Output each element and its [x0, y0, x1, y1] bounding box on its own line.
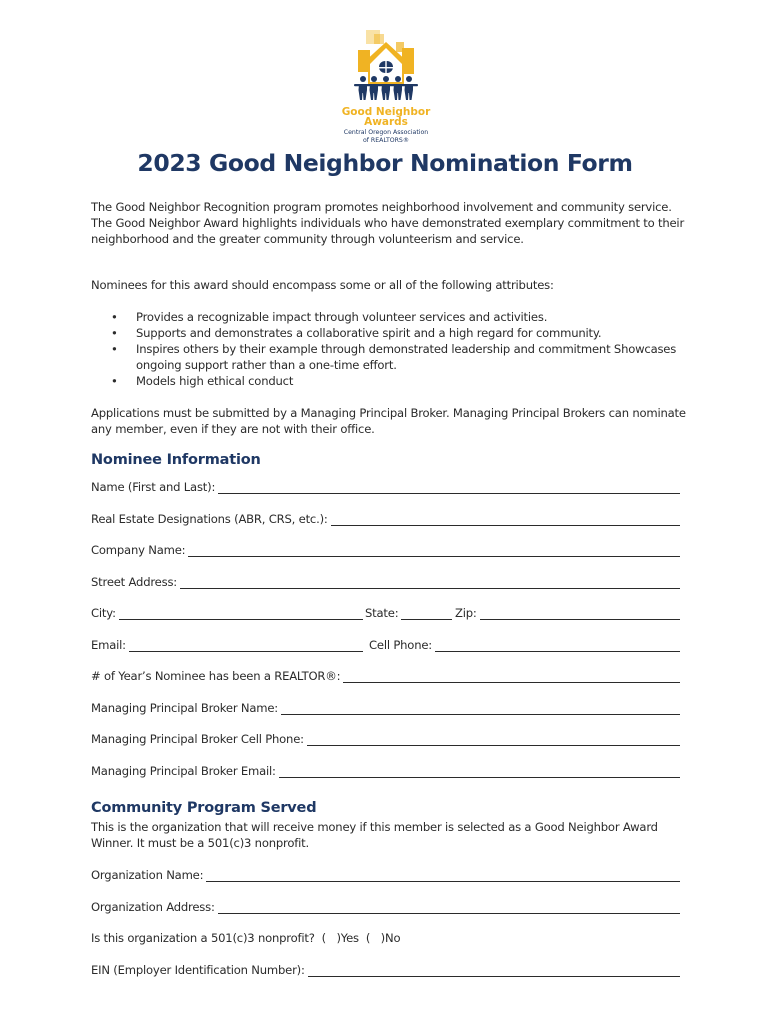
years-realtor-label: # of Year’s Nominee has been a REALTOR®:: [91, 669, 341, 683]
street-field[interactable]: [91, 573, 680, 589]
city-label: City:: [91, 606, 116, 620]
org-name-row: [91, 866, 680, 882]
street-row: [91, 573, 680, 589]
logo-org-line1: Central Oregon Association: [343, 129, 429, 136]
company-label: Company Name:: [91, 543, 186, 557]
bullet-icon: •: [111, 326, 118, 340]
email-field[interactable]: [91, 636, 363, 652]
broker-cell-field[interactable]: [91, 730, 680, 746]
ein-field[interactable]: [91, 961, 680, 977]
org-address-input-line[interactable]: [218, 901, 680, 914]
attribute-text: Models high ethical conduct: [136, 374, 294, 388]
email-label: Email:: [91, 638, 126, 652]
ein-label: EIN (Employer Identification Number):: [91, 963, 305, 977]
zip-field[interactable]: [455, 604, 680, 620]
name-input-line[interactable]: [218, 481, 680, 494]
cell-phone-field[interactable]: [369, 636, 680, 652]
attributes-intro: Nominees for this award should encompass some or all of the following attributes:: [91, 278, 554, 292]
broker-cell-input-line[interactable]: [307, 733, 680, 746]
state-input-line[interactable]: [401, 607, 452, 620]
city-input-line[interactable]: [119, 607, 363, 620]
attribute-text: Inspires others by their example through demonstrated leadership and commitment Showcases ongoing support rather than a one-time effort.: [136, 342, 677, 372]
years-realtor-input-line[interactable]: [343, 670, 680, 683]
logo-title-line1: Good Neighbor: [341, 106, 431, 118]
company-input-line[interactable]: [188, 544, 680, 557]
broker-name-input-line[interactable]: [281, 702, 680, 715]
org-address-row: [91, 898, 680, 914]
house-people-logo-icon: [350, 28, 422, 108]
broker-name-field[interactable]: [91, 699, 680, 715]
org-address-field[interactable]: [91, 898, 680, 914]
broker-email-field[interactable]: [91, 762, 680, 778]
designations-input-line[interactable]: [331, 513, 680, 526]
city-field[interactable]: [91, 604, 363, 620]
state-field[interactable]: [365, 604, 452, 620]
cell-phone-input-line[interactable]: [435, 639, 680, 652]
zip-input-line[interactable]: [480, 607, 680, 620]
attribute-item: [91, 373, 691, 389]
bullet-icon: •: [111, 342, 118, 356]
company-row: [91, 541, 680, 557]
attribute-text: Provides a recognizable impact through volunteer services and activities.: [136, 310, 548, 324]
company-field[interactable]: [91, 541, 680, 557]
broker-cell-row: [91, 730, 680, 746]
logo-org-line2: of REALTORS®: [362, 137, 410, 144]
submission-note: Applications must be submitted by a Managing Principal Broker. Managing Principal Brokers can nominate any member, even if they are not with their office.: [91, 406, 686, 436]
logo-title-line2: Awards: [364, 116, 408, 128]
designations-field[interactable]: [91, 510, 680, 526]
program-description: This is the organization that will receive money if this member is selected as a Good Neighbor Award Winner. It must be a 501(c)3 nonprofit.: [91, 820, 658, 850]
street-label: Street Address:: [91, 575, 177, 589]
ein-row: [91, 961, 680, 977]
attribute-text: Supports and demonstrates a collaborative spirit and a high regard for community.: [136, 326, 602, 340]
org-address-label: Organization Address:: [91, 900, 215, 914]
nominee-section-heading: Nominee Information: [91, 452, 261, 468]
name-label: Name (First and Last):: [91, 480, 216, 494]
years-realtor-field[interactable]: [91, 667, 680, 683]
bullet-icon: •: [111, 310, 118, 324]
broker-email-input-line[interactable]: [279, 765, 680, 778]
org-name-label: Organization Name:: [91, 868, 204, 882]
name-row: [91, 478, 680, 494]
intro-paragraph: The Good Neighbor Recognition program promotes neighborhood involvement and community service. The Good Neighbor Award highlights individuals who have demonstrated exemplary commitment to their neighborhood and the greater community through volunteerism and service.: [91, 200, 685, 246]
city-state-zip-row: [91, 604, 680, 620]
cell-phone-label: Cell Phone:: [369, 638, 432, 652]
broker-email-row: [91, 762, 680, 778]
zip-label: Zip:: [455, 606, 477, 620]
org-name-input-line[interactable]: [206, 869, 680, 882]
program-section-heading: Community Program Served: [91, 800, 317, 816]
attributes-list: [91, 309, 691, 389]
name-field[interactable]: [91, 478, 680, 494]
street-input-line[interactable]: [180, 576, 680, 589]
form-title: 2023 Good Neighbor Nomination Form: [137, 149, 633, 177]
broker-name-row: [91, 699, 680, 715]
attribute-item: [91, 309, 691, 325]
good-neighbor-awards-logo: [336, 28, 436, 146]
years-row: [91, 667, 680, 683]
broker-name-label: Managing Principal Broker Name:: [91, 701, 278, 715]
nonprofit-question[interactable]: Is this organization a 501(c)3 nonprofit? ( )Yes ( )No: [91, 931, 401, 945]
ein-input-line[interactable]: [308, 964, 680, 977]
attribute-item: [91, 325, 691, 341]
bullet-icon: •: [111, 374, 118, 388]
email-cell-row: [91, 636, 680, 652]
designations-label: Real Estate Designations (ABR, CRS, etc.):: [91, 512, 328, 526]
nonprofit-question-row: [91, 929, 680, 945]
attribute-item: [91, 341, 691, 373]
email-input-line[interactable]: [129, 639, 363, 652]
org-name-field[interactable]: [91, 866, 680, 882]
state-label: State:: [365, 606, 399, 620]
broker-email-label: Managing Principal Broker Email:: [91, 764, 276, 778]
designations-row: [91, 510, 680, 526]
broker-cell-label: Managing Principal Broker Cell Phone:: [91, 732, 304, 746]
